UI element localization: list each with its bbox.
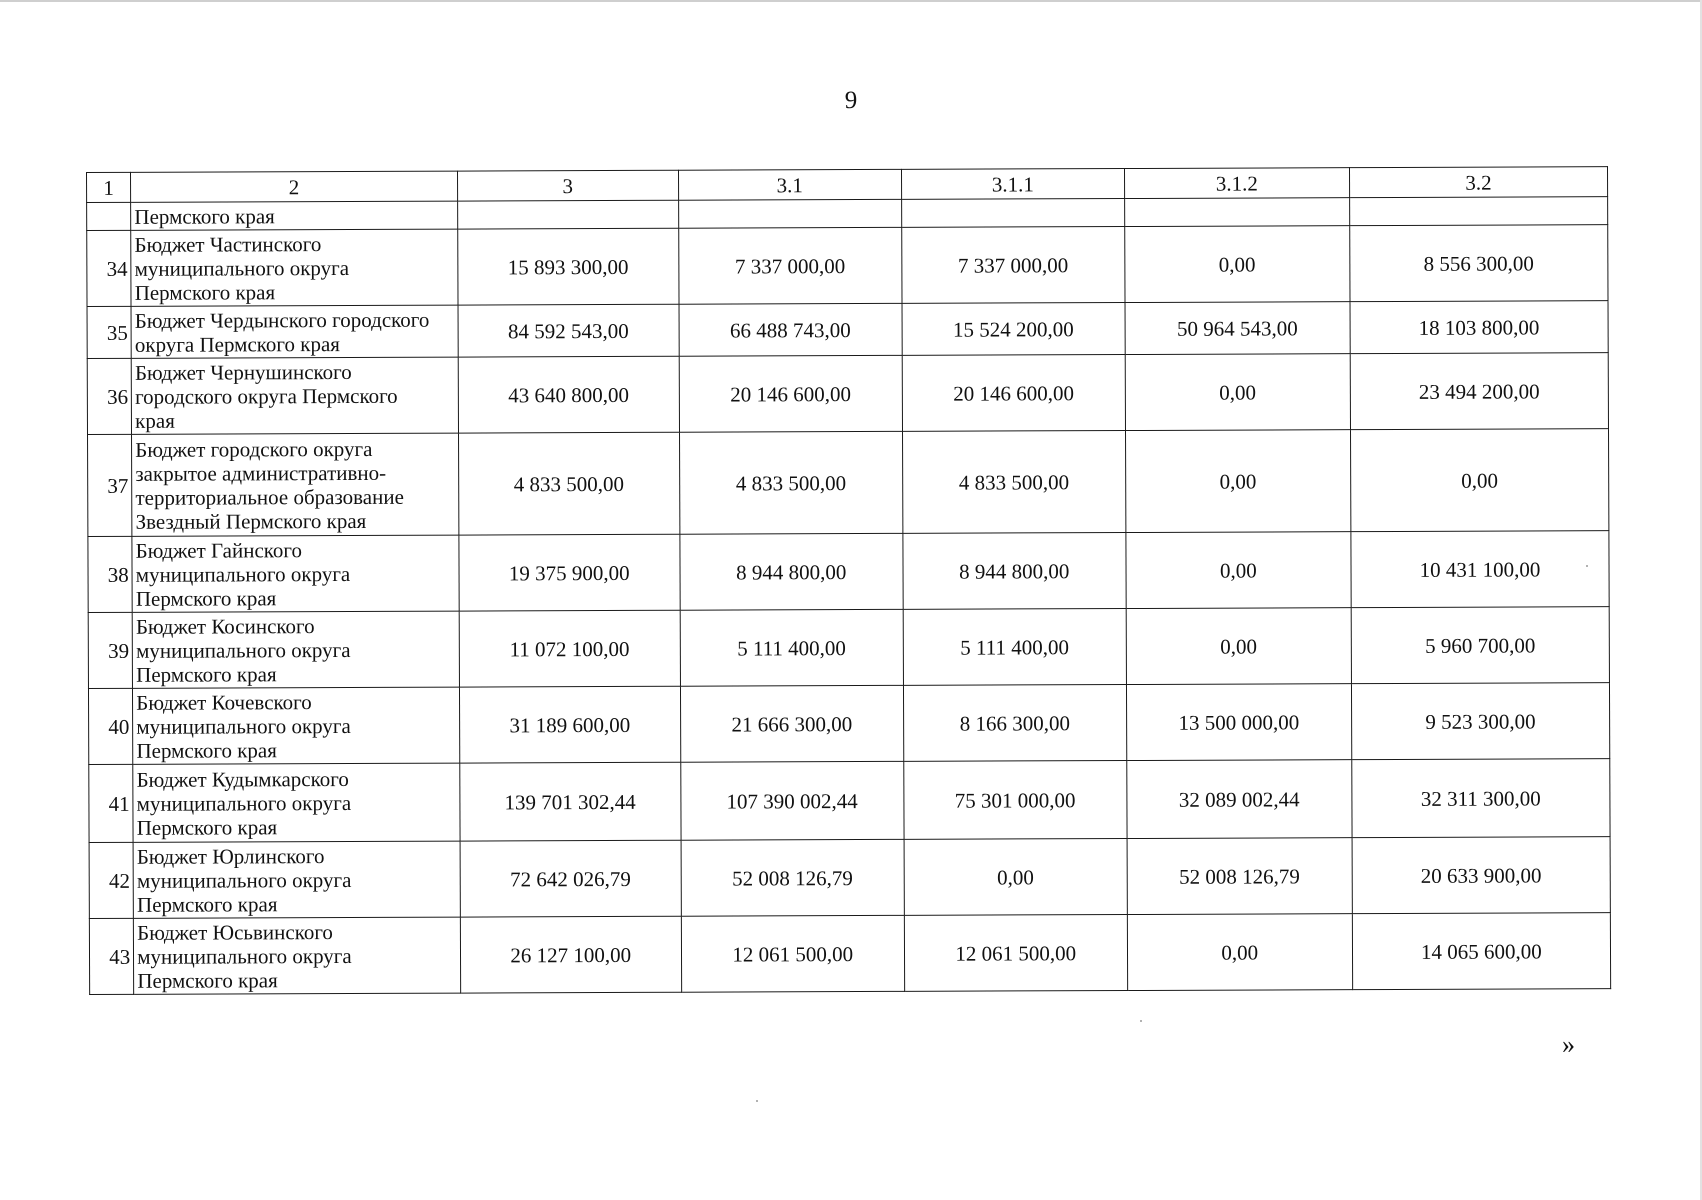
value-cell-3-2: 0,00: [1350, 429, 1609, 532]
table-row: [89, 837, 1610, 919]
budget-name-line: Бюджет Частинского: [134, 231, 322, 257]
header-cell-3-1-1: 3.1.1: [901, 169, 1124, 200]
table-body: [87, 167, 1611, 995]
budget-name-line: Пермского края: [136, 891, 278, 917]
value-cell-3-1-1: 75 301 000,00: [904, 761, 1127, 840]
budget-name-line: Пермского края: [134, 279, 276, 305]
header-cell-3-2: 3.2: [1349, 167, 1607, 198]
value-cell-3-2: 10 431 100,00: [1351, 531, 1610, 608]
budget-name-line: городского округа Пермского: [135, 383, 398, 409]
table-row: [87, 353, 1608, 435]
budget-name-line: Пермского края: [136, 737, 277, 763]
row-number-cell: 38: [88, 536, 132, 612]
budget-name-line: Бюджет Чернушинского: [134, 359, 352, 385]
budget-name-cell: [132, 611, 459, 688]
value-cell-3-1: 52 008 126,79: [681, 839, 904, 916]
table-row: [87, 225, 1608, 307]
value-cell-3-1-2: 0,00: [1124, 226, 1349, 303]
value-cell-3: [457, 200, 678, 229]
value-cell-3-1-1: 20 146 600,00: [902, 355, 1125, 432]
value-cell-3: 84 592 543,00: [458, 304, 679, 357]
row-number-cell: 40: [88, 688, 132, 764]
page-number: 9: [844, 87, 858, 114]
value-cell-3-1-2: 50 964 543,00: [1125, 302, 1350, 355]
value-cell-3-1-2: 52 008 126,79: [1127, 838, 1352, 915]
row-number-cell: 42: [89, 842, 133, 918]
value-cell-3-1-1: 12 061 500,00: [904, 915, 1127, 992]
table-row: [87, 301, 1608, 359]
budget-name-line: Бюджет Юрлинского: [136, 843, 325, 869]
header-cell-3: 3: [457, 170, 678, 201]
budget-name-line: муниципального округа: [135, 637, 351, 663]
value-cell-3-1-2: 0,00: [1126, 532, 1351, 609]
scan-speck: [756, 1100, 758, 1102]
value-cell-3-2: [1349, 197, 1607, 226]
value-cell-3-1: 107 390 002,44: [680, 761, 903, 840]
budget-name-line: Звездный Пермского края: [135, 508, 367, 534]
budget-name-line: муниципального округа: [135, 561, 351, 587]
budget-name-line: муниципального округа: [137, 943, 352, 969]
value-cell-3: 26 127 100,00: [460, 916, 681, 993]
row-number-cell: 36: [87, 358, 131, 434]
budget-name-line: Бюджет Кочевского: [136, 689, 312, 715]
value-cell-3-2: 18 103 800,00: [1350, 301, 1608, 354]
budget-name-line: Бюджет городского округа: [135, 436, 373, 462]
budget-name-cell: [131, 357, 458, 434]
value-cell-3-2: 14 065 600,00: [1352, 913, 1611, 990]
budget-name-line: территориальное образование: [135, 484, 404, 510]
budget-name-line: закрытое административно-: [135, 460, 387, 486]
budget-name-line: края: [135, 408, 175, 433]
value-cell-3-1-1: 8 166 300,00: [903, 685, 1126, 762]
scan-speck: [1140, 1020, 1142, 1022]
budget-name-line: округа Пермского края: [134, 331, 340, 357]
header-cell-3-1-2: 3.1.2: [1124, 168, 1349, 199]
value-cell-3-1-1: 8 944 800,00: [903, 533, 1126, 610]
budget-name-line: муниципального округа: [134, 255, 350, 281]
budget-name-cell: [131, 229, 458, 306]
budget-name-cell: Пермского края: [131, 201, 458, 230]
budget-name-line: муниципального округа: [136, 867, 352, 893]
table-row: [89, 913, 1610, 995]
row-number-cell: 34: [87, 230, 131, 306]
table-row: [88, 607, 1609, 689]
value-cell-3: 11 072 100,00: [459, 610, 680, 687]
value-cell-3: 31 189 600,00: [459, 686, 680, 763]
budget-table: [86, 166, 1611, 995]
budget-name-cell: [133, 841, 460, 918]
budget-name-line: Бюджет Чердынского городского: [134, 307, 430, 333]
value-cell-3-2: 9 523 300,00: [1351, 683, 1610, 760]
value-cell-3-2: 20 633 900,00: [1352, 837, 1611, 914]
value-cell-3-1: [678, 199, 901, 228]
header-cell-3-1: 3.1: [678, 169, 901, 200]
table-row: [88, 429, 1609, 537]
value-cell-3-1-2: 0,00: [1125, 430, 1350, 533]
budget-name-line: Бюджет Косинского: [135, 613, 315, 639]
value-cell-3: 4 833 500,00: [458, 432, 679, 535]
value-cell-3-1: 4 833 500,00: [679, 431, 902, 534]
budget-name-line: Пермского края: [136, 814, 278, 840]
value-cell-3-2: 23 494 200,00: [1350, 353, 1609, 430]
header-cell-1: 1: [87, 172, 131, 202]
value-cell-3-1-2: [1124, 198, 1349, 227]
value-cell-3-1: 21 666 300,00: [680, 685, 903, 762]
value-cell-3-1: 66 488 743,00: [679, 303, 902, 356]
budget-name-line: Пермского края: [135, 585, 277, 611]
value-cell-3-1-2: 0,00: [1127, 914, 1352, 991]
row-number-cell: 35: [87, 306, 131, 358]
value-cell-3-1: 7 337 000,00: [678, 227, 901, 304]
budget-name-line: муниципального округа: [136, 713, 351, 739]
value-cell-3-1-2: 0,00: [1126, 608, 1351, 685]
budget-name-cell: [134, 917, 461, 994]
value-cell-3-1: 12 061 500,00: [681, 915, 904, 992]
value-cell-3-2: 8 556 300,00: [1349, 225, 1608, 302]
budget-name-line: Бюджет Юсьвинского: [137, 919, 333, 945]
value-cell-3-1: 20 146 600,00: [679, 355, 902, 432]
row-number-cell: 37: [88, 434, 133, 536]
budget-name-cell: [133, 763, 460, 842]
value-cell-3-1: 5 111 400,00: [680, 609, 903, 686]
value-cell-3-1-1: 15 524 200,00: [902, 303, 1125, 356]
budget-name-line: муниципального округа: [136, 790, 352, 816]
budget-name-cell: [133, 687, 460, 764]
closing-quote-mark: »: [1562, 1030, 1575, 1059]
row-number-cell: 43: [89, 918, 133, 994]
budget-name-line: Пермского края: [136, 661, 277, 687]
row-number-cell: [87, 202, 131, 230]
value-cell-3-1: 8 944 800,00: [680, 533, 903, 610]
budget-name-line: Бюджет Гайнского: [135, 537, 303, 563]
row-number-cell: 41: [89, 764, 134, 842]
budget-name-cell: [131, 305, 458, 358]
value-cell-3-2: 5 960 700,00: [1351, 607, 1610, 684]
table-row: [88, 683, 1609, 765]
value-cell-3: 19 375 900,00: [459, 534, 680, 611]
table-row: [88, 531, 1609, 613]
scan-edge-top: [0, 0, 1702, 2]
value-cell-3-1-2: 32 089 002,44: [1127, 760, 1352, 839]
value-cell-3-1-1: 4 833 500,00: [902, 431, 1125, 534]
value-cell-3-1-2: 0,00: [1125, 354, 1350, 431]
budget-name-line: Бюджет Кудымкарского: [136, 766, 349, 792]
scan-speck: [1586, 565, 1588, 567]
value-cell-3: 72 642 026,79: [460, 840, 681, 917]
table-row: [89, 759, 1610, 843]
value-cell-3-1-1: [901, 199, 1124, 228]
value-cell-3: 43 640 800,00: [458, 356, 679, 433]
budget-name-cell: [132, 535, 459, 612]
value-cell-3-1-2: 13 500 000,00: [1126, 684, 1351, 761]
value-cell-3-2: 32 311 300,00: [1352, 759, 1611, 838]
header-cell-2: 2: [131, 171, 458, 202]
value-cell-3-1-1: 5 111 400,00: [903, 609, 1126, 686]
row-number-cell: 39: [88, 612, 132, 688]
value-cell-3-1-1: 0,00: [904, 839, 1127, 916]
value-cell-3: 139 701 302,44: [459, 762, 680, 841]
value-cell-3: 15 893 300,00: [457, 228, 678, 305]
value-cell-3-1-1: 7 337 000,00: [901, 227, 1124, 304]
budget-name-cell: [132, 433, 459, 536]
budget-name-line: Пермского края: [137, 967, 278, 993]
